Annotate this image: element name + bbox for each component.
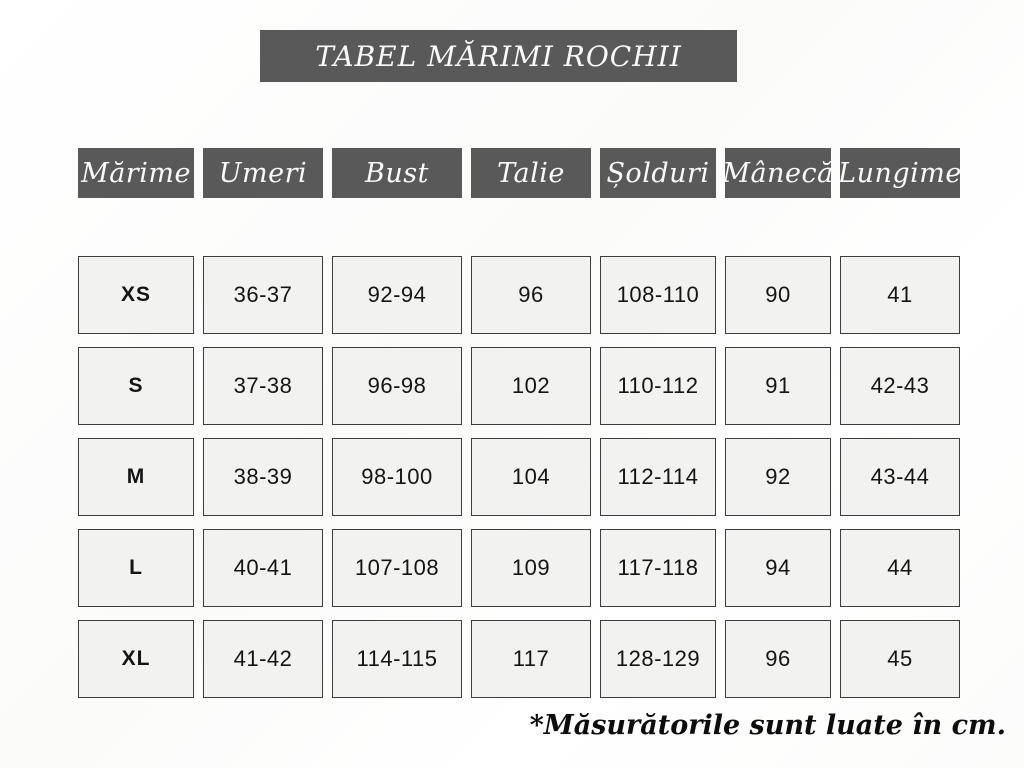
value-cell-xs-solduri: 108-110: [600, 256, 716, 334]
value-cell-s-maneca: 91: [725, 347, 831, 425]
column-header-marime: Mărime: [78, 148, 194, 198]
value-cell-l-maneca: 94: [725, 529, 831, 607]
size-cell-xl: XL: [78, 620, 194, 698]
value-cell-xl-lungime: 45: [840, 620, 960, 698]
table-body: [78, 256, 960, 698]
value-cell-xl-maneca: 96: [725, 620, 831, 698]
value-cell-xs-lungime: 41: [840, 256, 960, 334]
value-cell-m-solduri: 112-114: [600, 438, 716, 516]
title-bar: [260, 30, 737, 82]
column-header-lungime: Lungime: [840, 148, 960, 198]
value-cell-m-umeri: 38-39: [203, 438, 323, 516]
footnote: *Măsurătorile sunt luate în cm.: [529, 710, 1006, 741]
value-cell-xl-bust: 114-115: [332, 620, 462, 698]
table-header-row: [78, 148, 960, 198]
value-cell-xs-umeri: 36-37: [203, 256, 323, 334]
value-cell-l-lungime: 44: [840, 529, 960, 607]
value-cell-xs-bust: 92-94: [332, 256, 462, 334]
value-cell-xl-talie: 117: [471, 620, 591, 698]
size-cell-m: M: [78, 438, 194, 516]
value-cell-xl-umeri: 41-42: [203, 620, 323, 698]
value-cell-s-solduri: 110-112: [600, 347, 716, 425]
value-cell-l-umeri: 40-41: [203, 529, 323, 607]
value-cell-s-talie: 102: [471, 347, 591, 425]
size-cell-xs: XS: [78, 256, 194, 334]
column-header-talie: Talie: [471, 148, 591, 198]
value-cell-s-umeri: 37-38: [203, 347, 323, 425]
column-header-solduri: Șolduri: [600, 148, 716, 198]
size-cell-s: S: [78, 347, 194, 425]
value-cell-m-bust: 98-100: [332, 438, 462, 516]
column-header-umeri: Umeri: [203, 148, 323, 198]
value-cell-l-bust: 107-108: [332, 529, 462, 607]
value-cell-l-solduri: 117-118: [600, 529, 716, 607]
column-header-maneca: Mânecă: [725, 148, 831, 198]
value-cell-m-lungime: 43-44: [840, 438, 960, 516]
size-cell-l: L: [78, 529, 194, 607]
value-cell-xs-talie: 96: [471, 256, 591, 334]
value-cell-l-talie: 109: [471, 529, 591, 607]
value-cell-s-lungime: 42-43: [840, 347, 960, 425]
page-title: TABEL MĂRIMI ROCHII: [315, 39, 682, 73]
column-header-bust: Bust: [332, 148, 462, 198]
value-cell-m-maneca: 92: [725, 438, 831, 516]
value-cell-xl-solduri: 128-129: [600, 620, 716, 698]
value-cell-m-talie: 104: [471, 438, 591, 516]
value-cell-s-bust: 96-98: [332, 347, 462, 425]
value-cell-xs-maneca: 90: [725, 256, 831, 334]
